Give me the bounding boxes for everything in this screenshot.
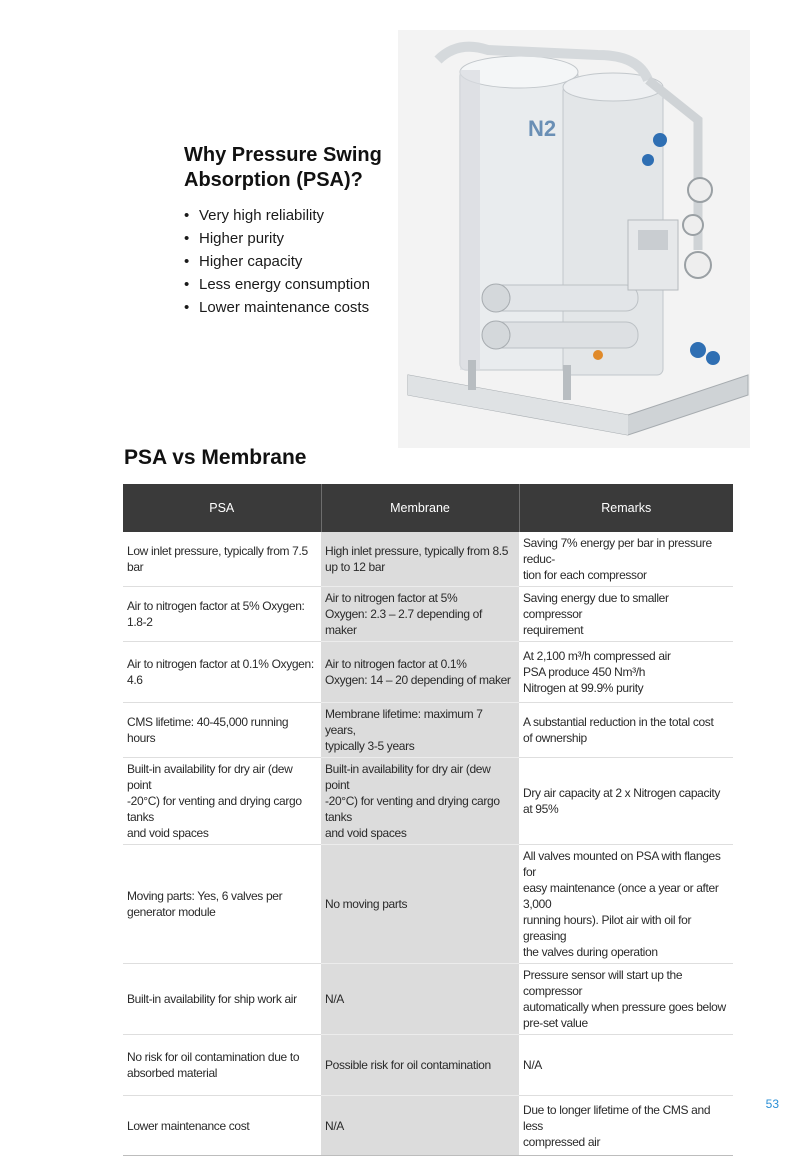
cell-remarks: Due to longer lifetime of the CMS and less compressed air: [519, 1096, 733, 1156]
column-header-psa: PSA: [123, 484, 321, 532]
bullet-icon: •: [184, 253, 190, 270]
cell-remarks: Pressure sensor will start up the compressor automatically when pressure goes below pre-set value: [519, 964, 733, 1035]
why-psa-block: [184, 143, 424, 319]
bullet-icon: •: [184, 207, 190, 224]
cell-membrane: N/A: [321, 964, 519, 1035]
cell-remarks: All valves mounted on PSA with flanges for easy maintenance (once a year or after 3,000 running hours). Pilot air with oil for greasing the valves during operation: [519, 845, 733, 964]
cell-psa: Air to nitrogen factor at 5% Oxygen: 1.8-2: [123, 587, 321, 642]
cell-remarks: Dry air capacity at 2 x Nitrogen capacity at 95%: [519, 758, 733, 845]
cell-remarks: N/A: [519, 1035, 733, 1096]
cell-psa: Built-in availability for ship work air: [123, 964, 321, 1035]
comparison-table: [123, 484, 733, 1156]
why-psa-title: Why Pressure Swing Absorption (PSA)?: [184, 144, 382, 191]
column-header-remarks: Remarks: [519, 484, 733, 532]
why-psa-item: [184, 250, 424, 273]
why-psa-item-text: Higher purity: [199, 230, 285, 247]
cell-membrane: Air to nitrogen factor at 5% Oxygen: 2.3 – 2.7 depending of maker: [321, 587, 519, 642]
why-psa-item-text: Very high reliability: [199, 207, 325, 224]
cell-membrane: Air to nitrogen factor at 0.1% Oxygen: 14 – 20 depending of maker: [321, 642, 519, 703]
bullet-icon: •: [184, 299, 190, 316]
why-psa-item-text: Lower maintenance costs: [199, 299, 370, 316]
table-row: [123, 845, 733, 964]
cell-membrane: Membrane lifetime: maximum 7 years, typically 3-5 years: [321, 703, 519, 758]
why-psa-item: [184, 296, 424, 319]
cell-membrane: No moving parts: [321, 845, 519, 964]
why-psa-list: [184, 204, 424, 319]
table-row: [123, 587, 733, 642]
page-number: 53: [765, 1097, 779, 1111]
cell-membrane: N/A: [321, 1096, 519, 1156]
table-row: [123, 758, 733, 845]
cell-remarks: A substantial reduction in the total cost of ownership: [519, 703, 733, 758]
why-psa-item: [184, 273, 424, 296]
table-row: [123, 703, 733, 758]
cell-remarks: Saving energy due to smaller compressor requirement: [519, 587, 733, 642]
cell-membrane: Possible risk for oil contamination: [321, 1035, 519, 1096]
bullet-icon: •: [184, 230, 190, 247]
cell-psa: Lower maintenance cost: [123, 1096, 321, 1156]
bullet-icon: •: [184, 276, 190, 293]
why-psa-item-text: Less energy consumption: [199, 276, 370, 293]
section-title: PSA vs Membrane: [124, 446, 307, 469]
table-row: [123, 1035, 733, 1096]
cell-psa: Built-in availability for dry air (dew point -20°C) for venting and drying cargo tanks and void spaces: [123, 758, 321, 845]
cell-membrane: High inlet pressure, typically from 8.5 up to 12 bar: [321, 532, 519, 587]
table-header-row: [123, 484, 733, 532]
table-row: [123, 642, 733, 703]
why-psa-item: [184, 204, 424, 227]
column-header-membrane: Membrane: [321, 484, 519, 532]
why-psa-item: [184, 227, 424, 250]
cell-psa: Low inlet pressure, typically from 7.5 bar: [123, 532, 321, 587]
cell-psa: Air to nitrogen factor at 0.1% Oxygen: 4.6: [123, 642, 321, 703]
n2-logo: N2: [528, 116, 557, 141]
table-row: [123, 532, 733, 587]
why-psa-item-text: Higher capacity: [199, 253, 303, 270]
cell-psa: CMS lifetime: 40-45,000 running hours: [123, 703, 321, 758]
cell-remarks: At 2,100 m³/h compressed air PSA produce 450 Nm³/h Nitrogen at 99.9% purity: [519, 642, 733, 703]
cell-remarks: Saving 7% energy per bar in pressure reduc- tion for each compressor: [519, 532, 733, 587]
cell-psa: No risk for oil contamination due to absorbed material: [123, 1035, 321, 1096]
cell-psa: Moving parts: Yes, 6 valves per generator module: [123, 845, 321, 964]
cell-membrane: Built-in availability for dry air (dew point -20°C) for venting and drying cargo tanks and void spaces: [321, 758, 519, 845]
table-row: [123, 964, 733, 1035]
table-row: [123, 1096, 733, 1156]
psa-generator-image: [398, 30, 750, 448]
